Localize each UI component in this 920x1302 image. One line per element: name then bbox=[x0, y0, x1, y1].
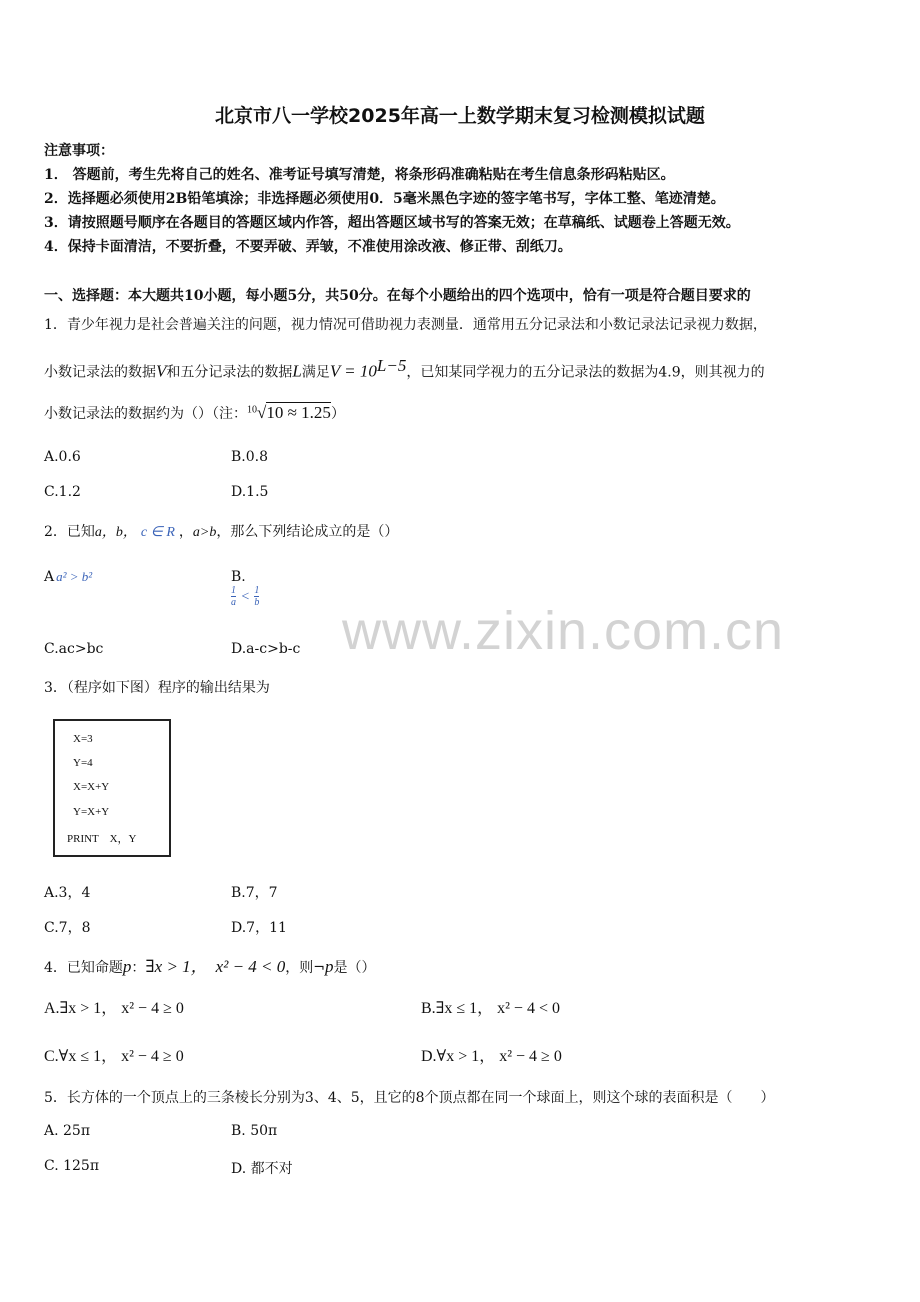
q3-option-b[interactable]: B.7，7 bbox=[231, 885, 278, 901]
q5-stem: 5．长方体的一个顶点上的三条棱长分别为3、4、5，且它的8个顶点都在同一个球面上，则这个球的表面积是（ ） bbox=[44, 1090, 775, 1106]
q5-option-a[interactable]: A. 25π bbox=[44, 1123, 91, 1139]
q4-option-b[interactable]: B.∃x ≤ 1， x² − 4 < 0 bbox=[421, 1000, 560, 1017]
notice-item-2: 2．选择题必须使用2B铅笔填涂；非选择题必须使用0．5毫米黑色字迹的签字笔书写，字体工整、笔迹清楚。 bbox=[44, 191, 725, 207]
q3-option-a[interactable]: A.3，4 bbox=[44, 885, 91, 901]
q2-option-d[interactable]: D.a-c>b-c bbox=[231, 641, 301, 657]
page-title: 北京市八一学校2025年高一上数学期末复习检测模拟试题 bbox=[215, 105, 705, 127]
q3-stem: 3．（程序如下图）程序的输出结果为 bbox=[44, 680, 270, 696]
notice-item-4: 4．保持卡面清洁，不要折叠，不要弄破、弄皱，不准使用涂改液、修正带、刮纸刀。 bbox=[44, 239, 572, 255]
q1-line1: 1．青少年视力是社会普遍关注的问题，视力情况可借助视力表测量．通常用五分记录法和小数记录法记录视力数据， bbox=[44, 317, 767, 333]
program-line: PRINT X，Y bbox=[67, 833, 137, 845]
watermark: www.zixin.com.cn bbox=[342, 601, 785, 661]
q5-option-c[interactable]: C. 125π bbox=[44, 1158, 100, 1174]
q1-option-c[interactable]: C.1.2 bbox=[44, 484, 81, 500]
q2-option-b[interactable]: B. $\frac{1}{a}$ < $\frac{1}{b}$ bbox=[231, 569, 260, 608]
q1-formula: V = 10 bbox=[329, 361, 377, 381]
notice-item-3: 3．请按照题号顺序在各题目的答题区域内作答，超出答题区域书写的答案无效；在草稿纸、试题卷上答题无效。 bbox=[44, 215, 740, 231]
q5-option-d[interactable]: D. 都不对 bbox=[231, 1161, 293, 1177]
q2-stem: 2．已知a，b， c ∈ R ，a>b，那么下列结论成立的是（） bbox=[44, 524, 399, 540]
q2-option-c[interactable]: C.ac>bc bbox=[44, 641, 104, 657]
q3-option-c[interactable]: C.7，8 bbox=[44, 920, 91, 936]
q4-stem: 4．已知命题p：∃x > 1， x² − 4 < 0，则¬p是（） bbox=[44, 957, 376, 976]
q4-option-c[interactable]: C.∀x ≤ 1， x² − 4 ≥ 0 bbox=[44, 1048, 184, 1065]
q2-option-a[interactable]: A a² > b² bbox=[44, 569, 93, 585]
q1-option-d[interactable]: D.1.5 bbox=[231, 484, 269, 500]
program-line: Y=X+Y bbox=[73, 806, 110, 818]
program-line: X=3 bbox=[73, 733, 93, 745]
section-heading: 一、选择题：本大题共10小题，每小题5分，共50分。在每个小题给出的四个选项中，恰有一项是符合题目要求的 bbox=[44, 288, 751, 304]
q1-line3: 小数记录法的数据约为（）（注：$^{10}$√10 ≈ 1.25） bbox=[44, 403, 345, 422]
q5-option-b[interactable]: B. 50π bbox=[231, 1123, 278, 1139]
q1-option-b[interactable]: B.0.8 bbox=[231, 449, 269, 465]
q1-line2: 小数记录法的数据V和五分记录法的数据L满足$V = 10^{L-5}$，已知某同学视力的五分记录法的数据为4.9，则其视力的 bbox=[44, 356, 765, 381]
program-line: X=X+Y bbox=[73, 781, 110, 793]
notice-item-1: 1． 答题前，考生先将自己的姓名、准考证号填写清楚，将条形码准确粘贴在考生信息条形码粘贴区。 bbox=[44, 167, 675, 183]
notice-heading: 注意事项： bbox=[44, 143, 114, 159]
q3-option-d[interactable]: D.7，11 bbox=[231, 920, 287, 936]
q1-option-a[interactable]: A.0.6 bbox=[44, 449, 81, 465]
program-box bbox=[53, 719, 171, 857]
q4-option-a[interactable]: A.∃x > 1， x² − 4 ≥ 0 bbox=[44, 1000, 184, 1017]
q4-option-d[interactable]: D.∀x > 1， x² − 4 ≥ 0 bbox=[421, 1048, 562, 1065]
program-line: Y=4 bbox=[73, 757, 93, 769]
